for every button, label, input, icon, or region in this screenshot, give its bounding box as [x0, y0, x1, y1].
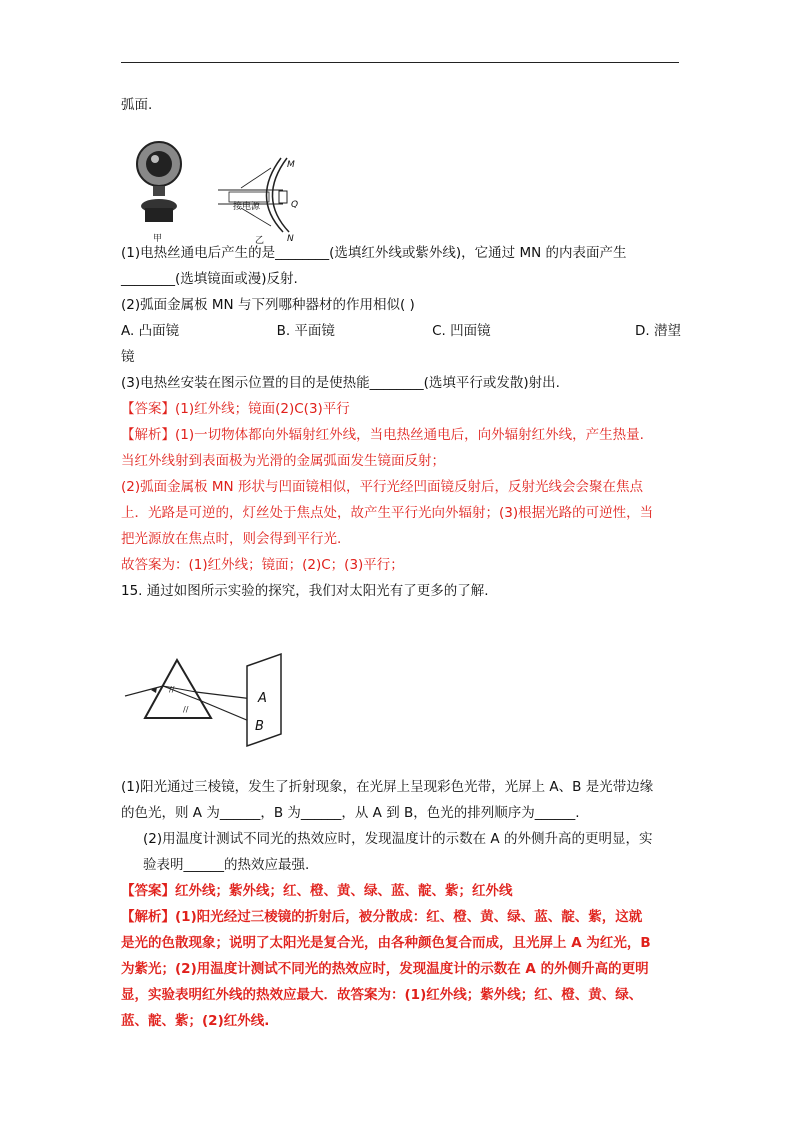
svg-text://: // [169, 685, 175, 694]
header-rule [121, 62, 679, 63]
analysis-line: 【解析】(1)阳光经过三棱镜的折射后，被分散成：红、橙、黄、绿、蓝、靛、紫，这就 [121, 909, 643, 925]
svg-text://: // [183, 705, 189, 714]
answer-line: 【答案】(1)红外线；镜面(2)C(3)平行 [121, 401, 350, 417]
question-title: 15. 通过如图所示实验的探究，我们对太阳光有了更多的了解. [121, 583, 489, 599]
option-b: B. 平面镜 [276, 323, 335, 339]
analysis-line: 为紫光；(2)用温度计测试不同光的热效应时，发现温度计的示数在 A 的外侧升高的更明 [121, 961, 649, 977]
text-line: (3)电热丝安装在图示位置的目的是使热能________(选填平行或发散)射出. [121, 375, 560, 391]
power-label: 接电源 [233, 202, 261, 212]
final-answer-line: 故答案为：(1)红外线；镜面；(2)C；(3)平行； [121, 557, 404, 573]
text-line: 弧面. [121, 97, 153, 113]
label-a: A [258, 691, 267, 706]
analysis-line: 把光源放在焦点时，则会得到平行光. [121, 531, 342, 547]
analysis-line: 上．光路是可逆的，灯丝处于焦点处，故产生平行光向外辐射；(3)根据光路的可逆性，当 [121, 505, 654, 521]
analysis-line: 蓝、靛、紫；(2)红外线. [121, 1013, 270, 1029]
analysis-line: 显，实验表明红外线的热效应最大．故答案为：(1)红外线；紫外线；红、橙、黄、绿、 [121, 987, 643, 1003]
text-line: 的色光，则 A 为______，B 为______，从 A 到 B，色光的排列顺序为______. [121, 805, 580, 821]
heater-diagram [121, 128, 341, 240]
label-n: N [287, 234, 294, 244]
text-line: 镜 [121, 349, 135, 365]
analysis-line: 当红外线射到表面极为光滑的金属弧面发生镜面反射； [121, 453, 445, 469]
prism-diagram [121, 614, 321, 774]
option-c: C. 凹面镜 [432, 323, 491, 339]
page-content [121, 92, 681, 1034]
text-line: (2)用温度计测试不同光的热效应时，发现温度计的示数在 A 的外侧升高的更明显，实 [143, 831, 653, 847]
figure-prism [121, 614, 681, 774]
text-line: 验表明______的热效应最强. [143, 857, 310, 873]
options-row [121, 318, 681, 344]
text-line: ________(选填镜面或漫)反射. [121, 271, 298, 287]
label-m: M [287, 160, 295, 170]
answer-line: 【答案】红外线；紫外线；红、橙、黄、绿、蓝、靛、紫；红外线 [121, 883, 513, 899]
text-line: (1)阳光通过三棱镜，发生了折射现象，在光屏上呈现彩色光带，光屏上 A、B 是光带边缘 [121, 779, 654, 795]
label-b: B [255, 719, 264, 734]
label-yi: 乙 [255, 236, 265, 246]
analysis-line: (2)弧面金属板 MN 形状与凹面镜相似，平行光经凹面镜反射后，反射光线会会聚在焦点 [121, 479, 643, 495]
text-line: (1)电热丝通电后产生的是________(选填红外线或紫外线)，它通过 MN 的内表面产生 [121, 245, 627, 261]
option-a: A. 凸面镜 [121, 323, 180, 339]
label-jia: 甲 [153, 234, 163, 244]
figure-heater [121, 128, 681, 246]
label-q: Q [291, 200, 299, 210]
option-d: D. 潜望 [635, 323, 682, 339]
analysis-line: 是光的色散现象；说明了太阳光是复合光，由各种颜色复合而成，且光屏上 A 为红光，B [121, 935, 651, 951]
text-line: (2)弧面金属板 MN 与下列哪种器材的作用相似( ) [121, 297, 415, 313]
analysis-line: 【解析】(1)一切物体都向外辐射红外线，当电热丝通电后，向外辐射红外线，产生热量. [121, 427, 644, 443]
